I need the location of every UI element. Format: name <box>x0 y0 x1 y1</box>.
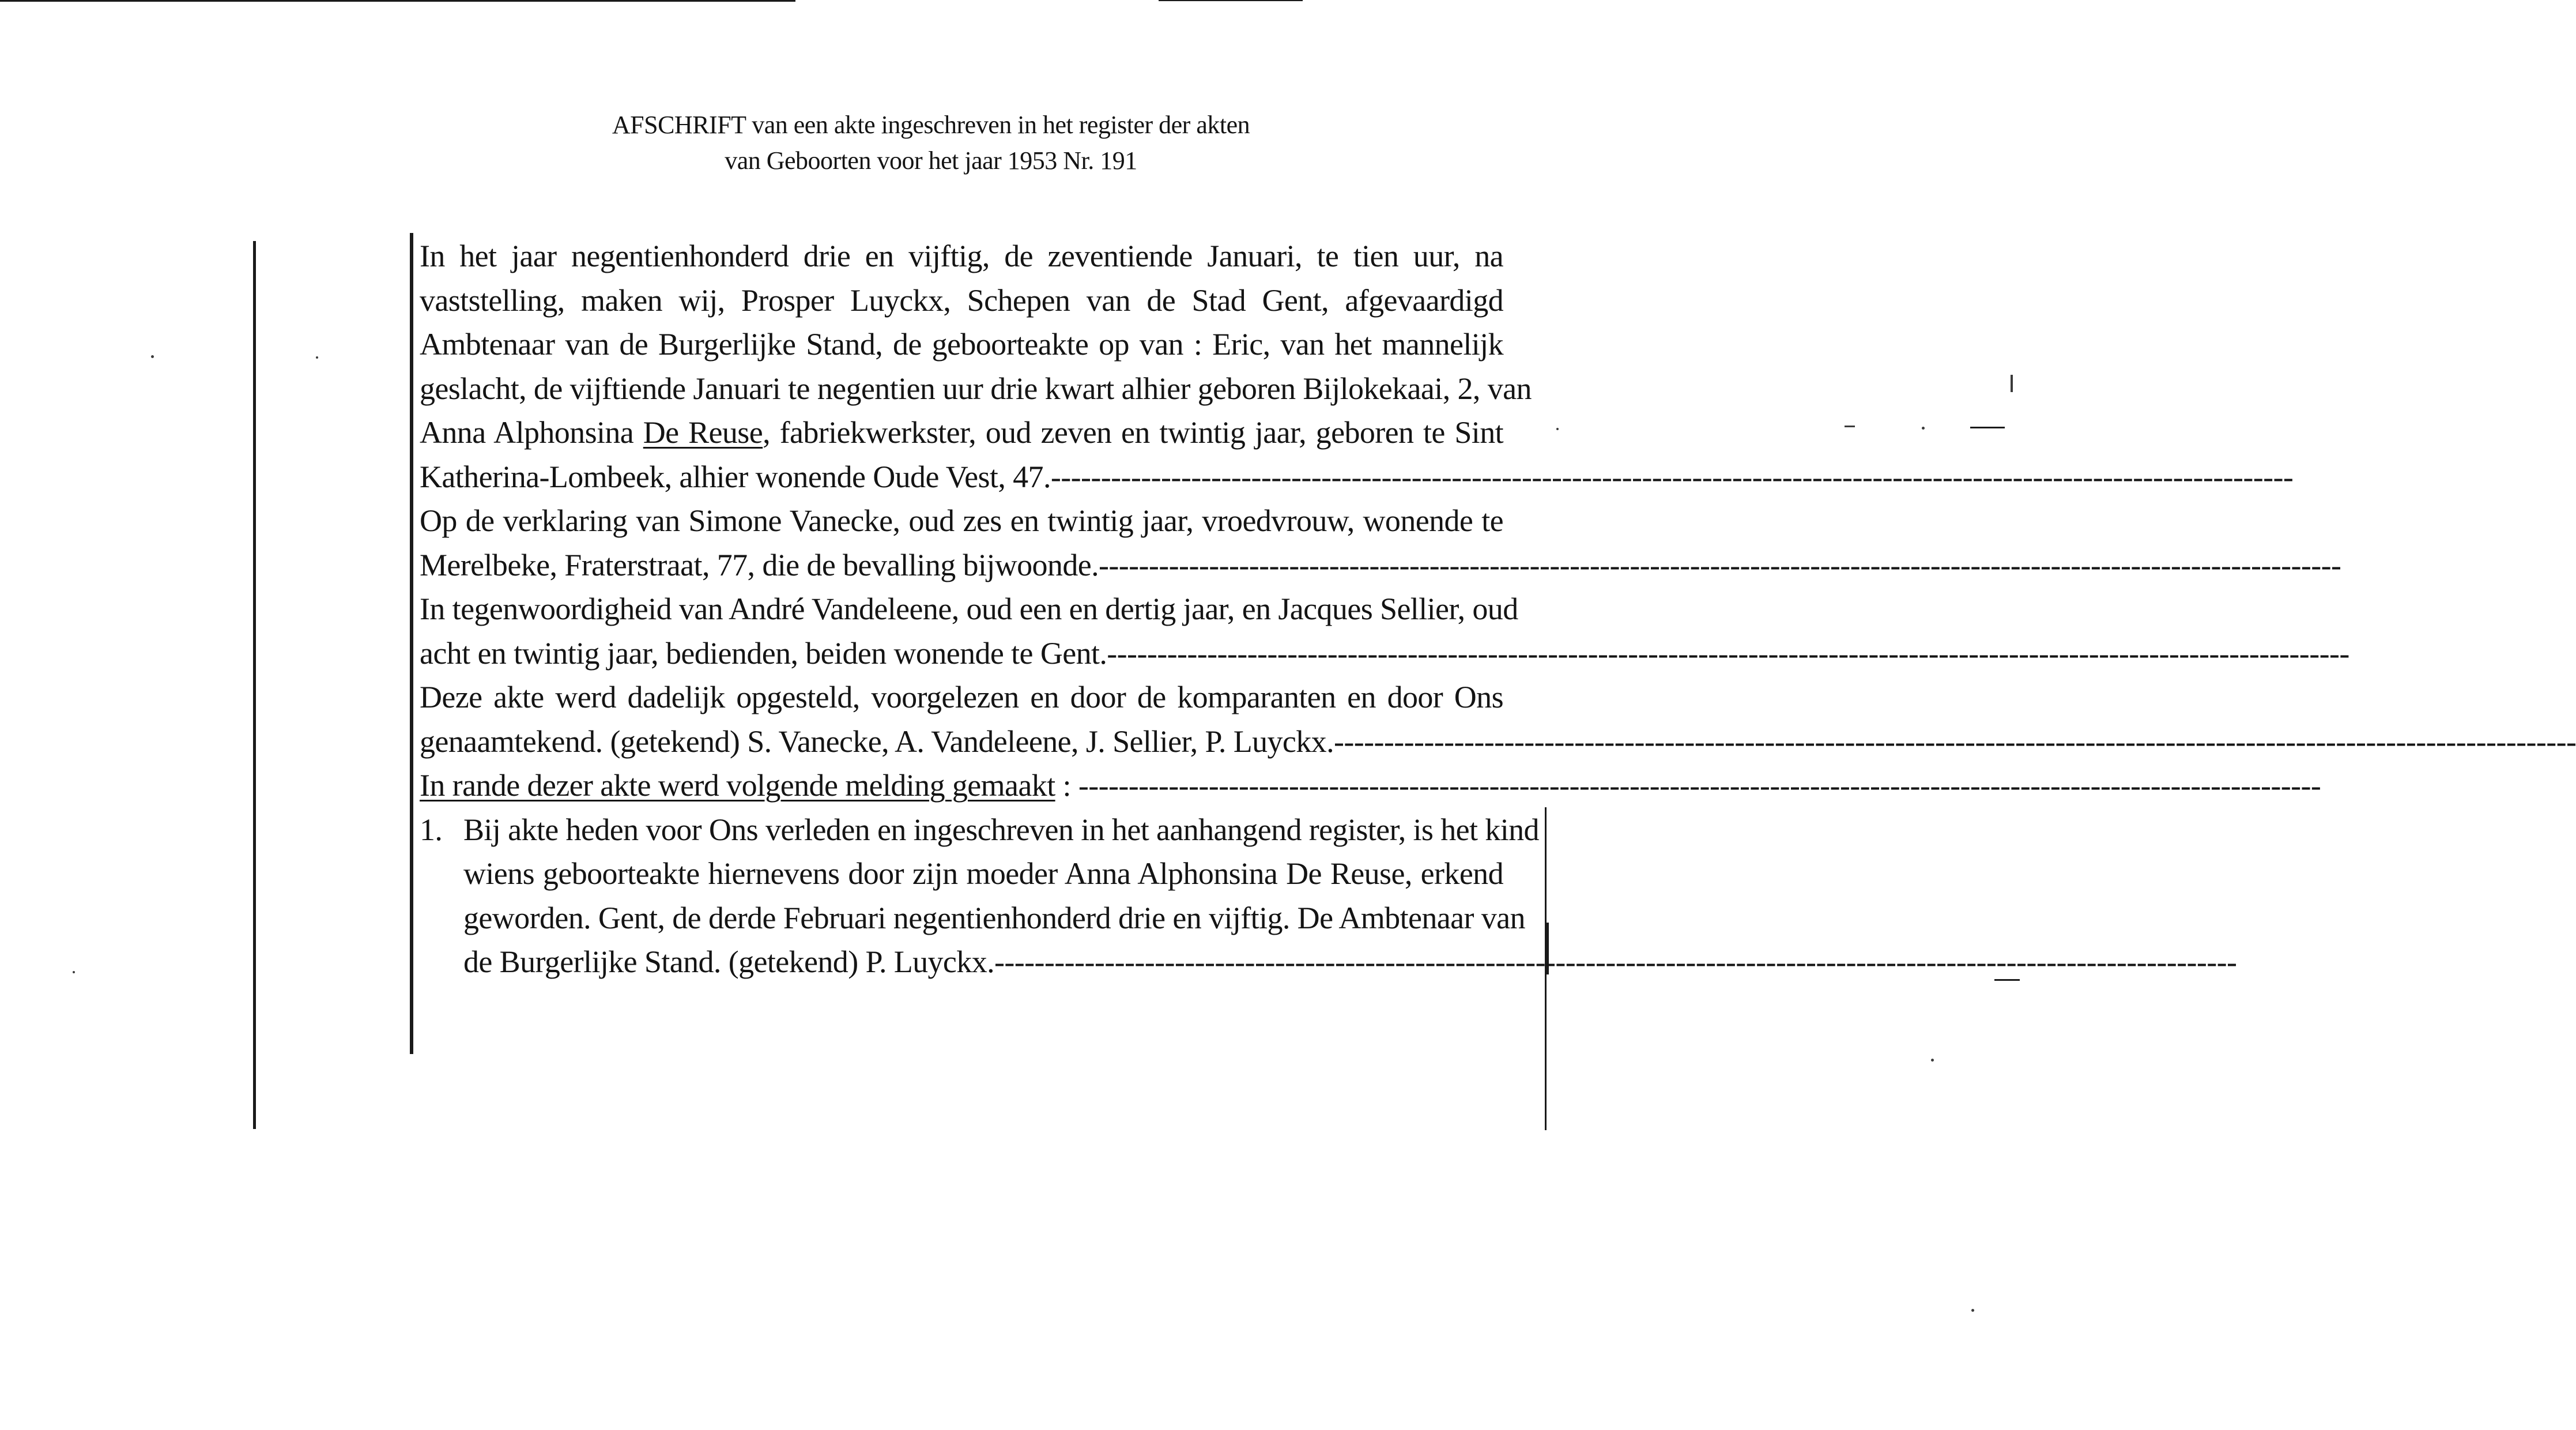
deed-line-text: genaamtekend. (getekend) S. Vanecke, A. Vandeleene, J. Sellier, P. Luyckx. <box>420 724 1334 759</box>
deed-line-text: Katherina-Lombeek, alhier wonende Oude Vest, 47. <box>420 459 1051 494</box>
deed-line-text: Anna Alphonsina <box>420 415 643 450</box>
deed-line: Deze akte werd dadelijk opgesteld, voorgelezen en door de komparanten en door Ons <box>420 680 1503 714</box>
deed-line: In tegenwoordigheid van André Vandeleene, oud een en dertig jaar, en Jacques Sellier, oud <box>420 592 1518 626</box>
text-left-border <box>410 233 413 1054</box>
dash-fill: ---------------------------------------------------------------------------------------------------------------------------- <box>1050 459 2294 494</box>
deed-body <box>420 234 2576 984</box>
deed-line <box>420 763 2321 808</box>
right-edge-dash <box>1970 427 2005 428</box>
scan-speck <box>316 356 318 359</box>
deed-line: Op de verklaring van Simone Vanecke, oud zes en twintig jaar, vroedvrouw, wonende te <box>420 503 1503 538</box>
deed-line: Ambtenaar van de Burgerlijke Stand, de geboorteakte op van : Eric, van het mannelijk <box>420 327 1503 362</box>
dash-fill: ---------------------------------------------------------------------------------------------------------------------------- <box>1107 635 2349 671</box>
note-line: geworden. Gent, de derde Februari negentienhonderd drie en vijftig. De Ambtenaar van <box>463 900 1525 935</box>
scan-speck <box>1556 428 1559 430</box>
note-line-text: de Burgerlijke Stand. (getekend) P. Luyckx. <box>463 944 994 979</box>
deed-line-text: acht en twintig jaar, bedienden, beiden wonende te Gent. <box>420 635 1107 671</box>
mother-surname-underlined: De Reuse <box>643 415 763 450</box>
note-line <box>463 940 2237 984</box>
dash-fill: ---------------------------------------------------------------------------------------------------------------------------- <box>1078 768 2321 803</box>
marginal-note-heading: In rande dezer akte werd volgende melding gemaakt <box>420 768 1055 803</box>
deed-line <box>420 455 2294 499</box>
scan-speck <box>1931 1059 1934 1062</box>
deed-line-text: : <box>1055 768 1078 803</box>
left-margin-line <box>253 241 256 1129</box>
deed-line: geslacht, de vijftiende Januari te negentien uur drie kwart alhier geboren Bijlokekaai, 2, van <box>420 371 1532 406</box>
scan-speck <box>1845 426 1855 427</box>
note-body <box>463 808 2237 984</box>
note-line: Bij akte heden voor Ons verleden en ingeschreven in het aanhangend register, is het kind <box>463 812 1539 847</box>
deed-line <box>420 543 2341 588</box>
marginal-note-1 <box>420 808 2237 984</box>
dash-fill: ---------------------------------------------------------------------------------------------------------------------------- <box>1333 724 2576 759</box>
deed-line: vaststelling, maken wij, Prosper Luyckx, Schepen van de Stad Gent, afgevaardigd <box>420 283 1503 318</box>
dash-fill: ---------------------------------------------------------------------------------------------------------------------------- <box>1099 547 2341 582</box>
header-line-2: van Geboorten voor het jaar 1953 Nr. 191 <box>725 146 1137 175</box>
scan-speck <box>1922 427 1925 430</box>
scan-top-rule-short <box>1159 0 1303 1</box>
note-number: 1. <box>420 812 443 847</box>
deed-line-text: Merelbeke, Fraterstraat, 77, die de bevalling bijwoonde. <box>420 547 1099 582</box>
document-header <box>519 107 1343 179</box>
deed-line: In het jaar negentienhonderd drie en vijftig, de zeventiende Januari, te tien uur, na <box>420 239 1503 273</box>
scan-speck <box>2011 375 2013 392</box>
scan-top-rule <box>0 0 795 2</box>
header-line-1: AFSCHRIFT van een akte ingeschreven in het register der akten <box>612 111 1250 139</box>
deed-line <box>420 411 1503 455</box>
deed-line <box>420 631 2349 676</box>
scan-speck <box>1971 1309 1974 1312</box>
dash-fill: ---------------------------------------------------------------------------------------------------------------------------- <box>994 944 2237 979</box>
note-line: wiens geboorteakte hiernevens door zijn moeder Anna Alphonsina De Reuse, erkend <box>463 856 1503 891</box>
deed-line-text: , fabriekwerkster, oud zeven en twintig jaar, geboren te Sint <box>763 415 1504 450</box>
scan-speck <box>151 355 154 358</box>
deed-line <box>420 720 2576 764</box>
scan-speck <box>73 971 75 973</box>
